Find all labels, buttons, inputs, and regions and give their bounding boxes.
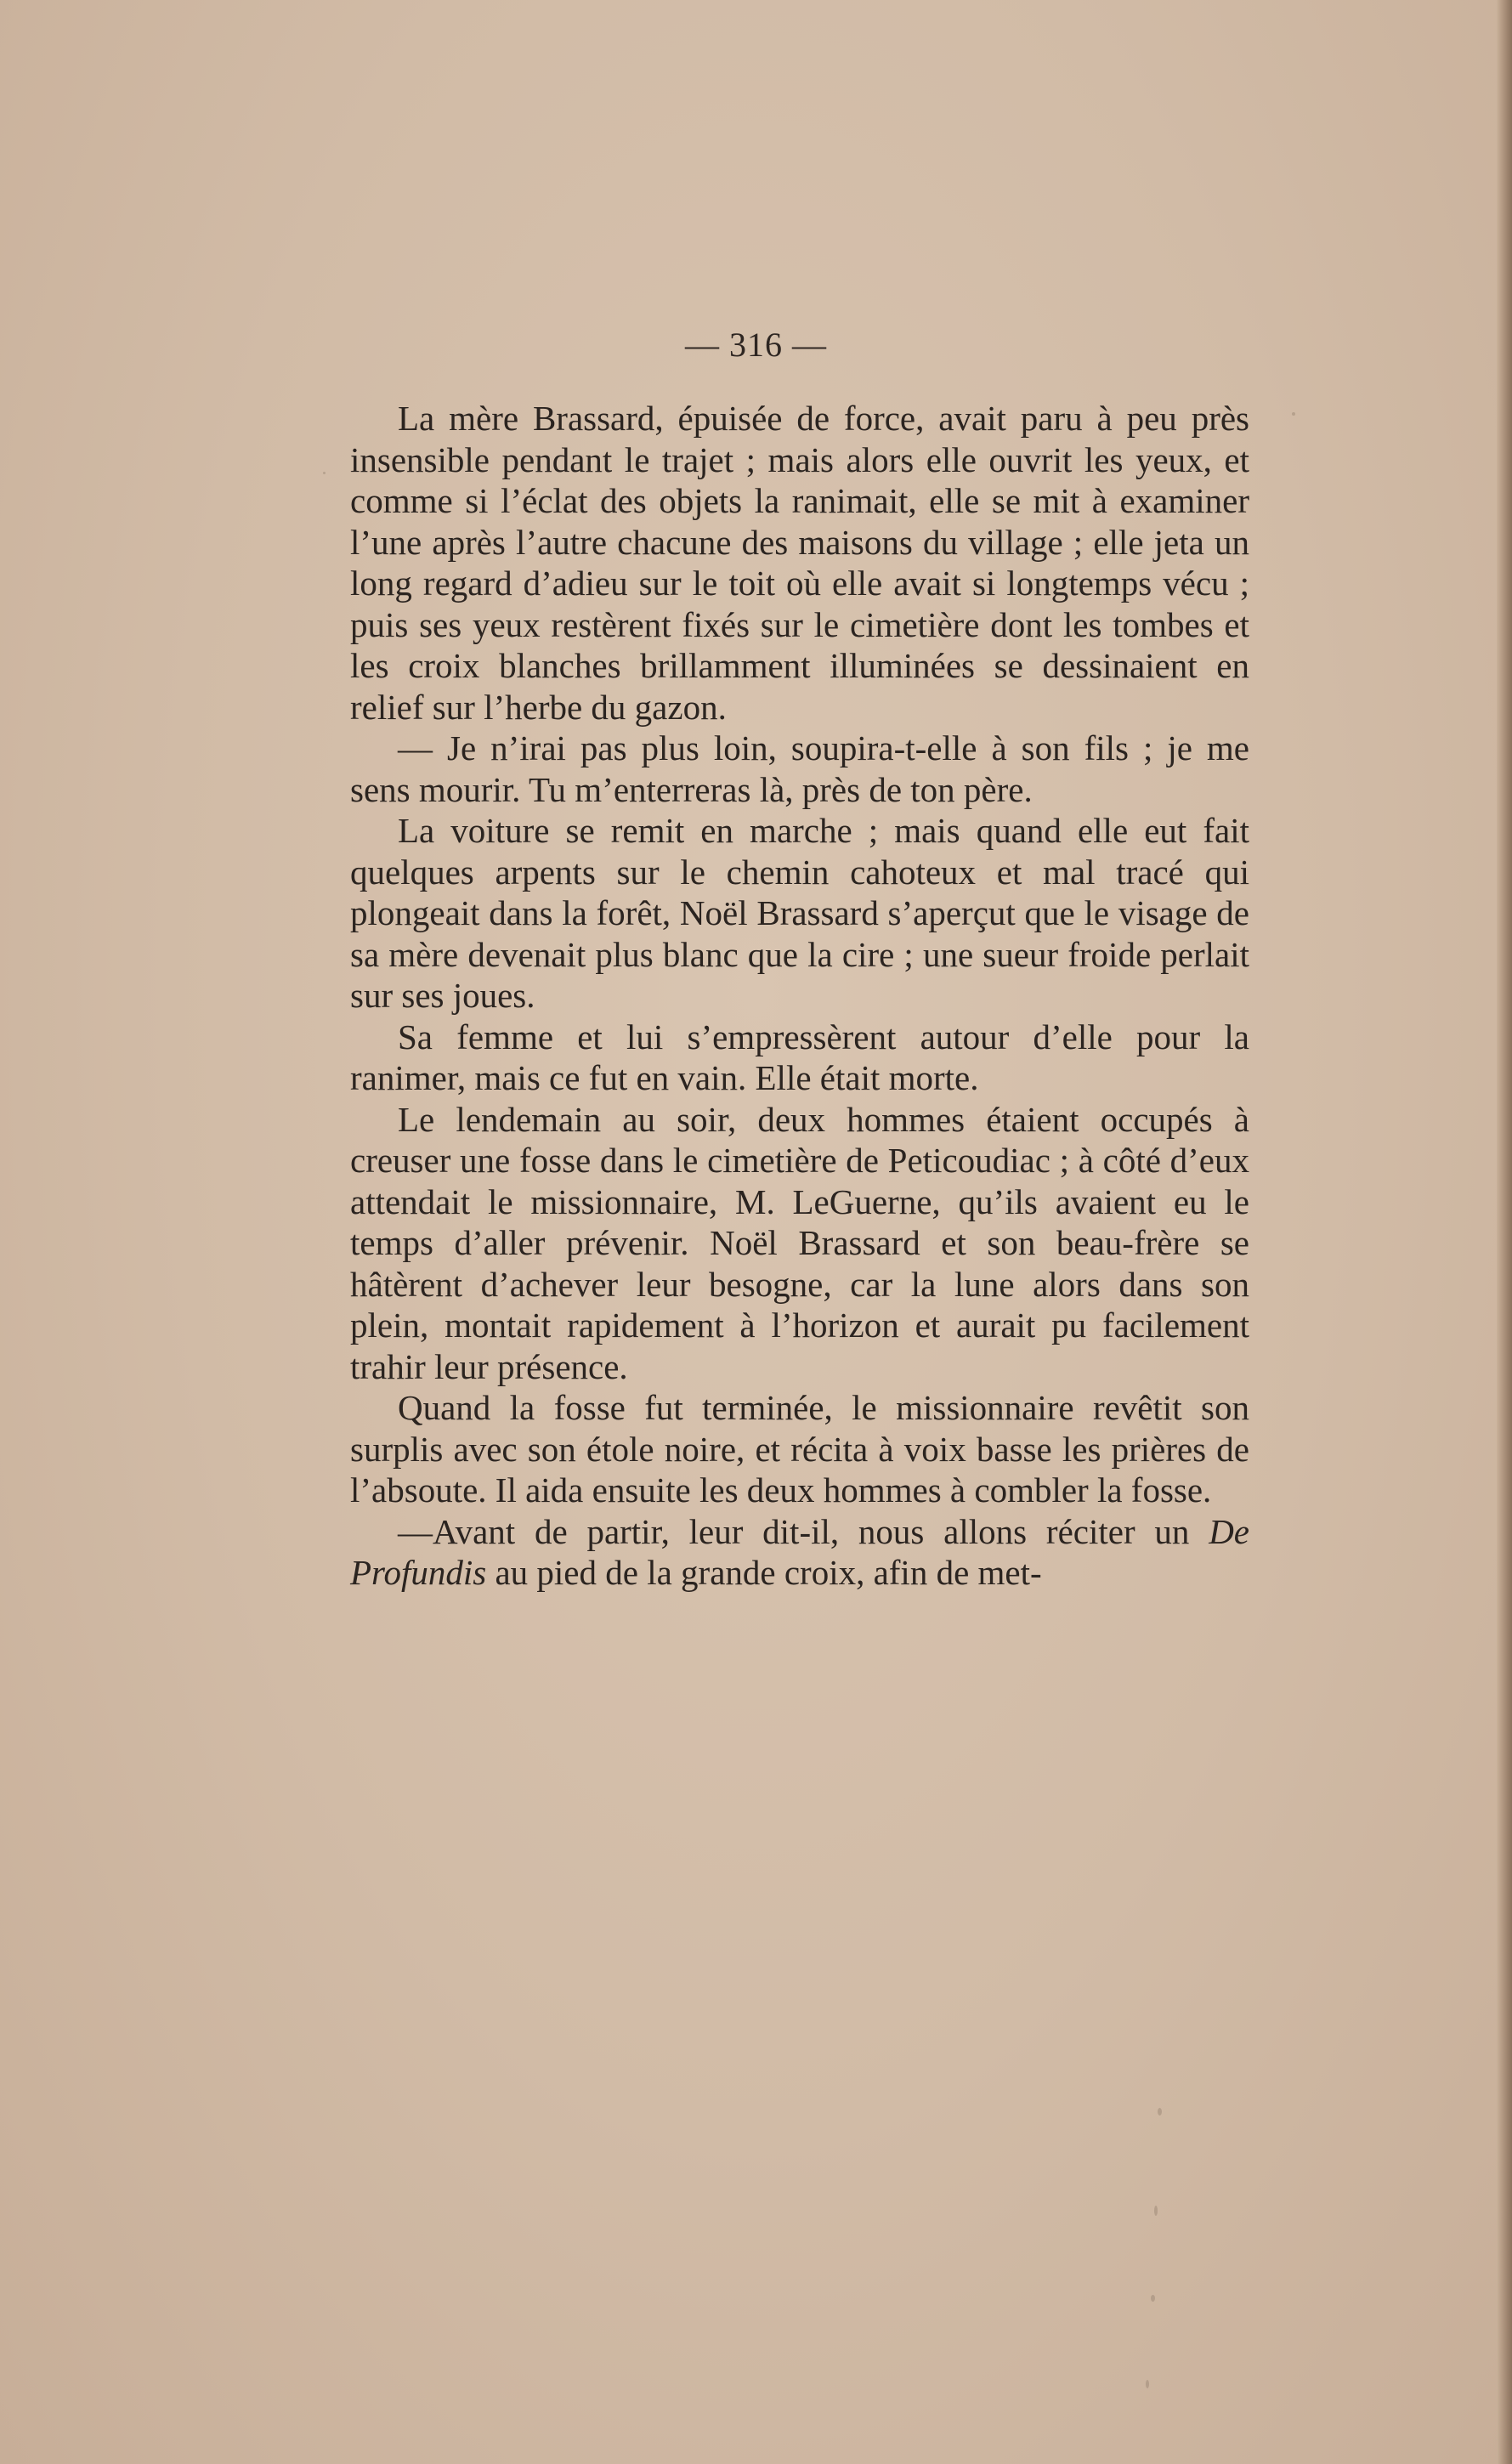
paper-speck [1151, 2295, 1155, 2302]
paragraph-text: —Avant de partir, leur dit-il, nous allons réciter un [398, 1511, 1209, 1551]
paper-speck [323, 472, 326, 474]
paragraph: Sa femme et lui s’empressèrent autour d’elle pour la ranimer, mais ce fut en vain. Elle était morte. [350, 1017, 1249, 1097]
paragraph: La mère Brassard, épuisée de force, avait paru à peu près insensible pendant le trajet ; mais alors elle ouvrit les yeux, et comme si l’éclat des objets la ranimait, elle se mit à examiner l’une après l’autre chacune des maisons du village ; elle jeta un long regard d’adieu sur le toit où elle avait si longtemps vécu ; puis ses yeux restèrent fixés sur le cimetière dont les tombes et les croix blanches brillamment illuminées se dessinaient en relief sur l’herbe du gazon. [350, 399, 1249, 727]
paragraph: La voiture se remit en marche ; mais quand elle eut fait quelques arpents sur le chemin cahoteux et mal tracé qui plongeait dans la forêt, Noël Brassard s’aperçut que le visage de sa mère devenait plus blanc que la cire ; une sueur froide perlait sur ses joues. [350, 811, 1249, 1015]
paragraph: Quand la fosse fut terminée, le missionnaire revêtit son surplis avec son étole noire, et récita à voix basse les prières de l’absoute. Il aida ensuite les deux hommes à combler la fosse. [350, 1388, 1249, 1510]
italic-title: De Profundis [350, 1511, 1249, 1592]
paragraph: Le lendemain au soir, deux hommes étaient occupés à creuser une fosse dans le cimetière de Peticoudiac ; à côté d’eux attendait le missionnaire, M. LeGuerne, qu’ils avaient eu le temps d’aller prévenir. Noël Brassard et son beau-frère se hâtèrent d’achever leur besogne, car la lune alors dans son plein, montait rapidement à l’horizon et aurait pu facilement trahir leur présence. [350, 1099, 1249, 1386]
paragraph: — Je n’irai pas plus loin, soupira-t-elle à son fils ; je me sens mourir. Tu m’enterreras là, près de ton père. [350, 728, 1249, 809]
page-edge [1497, 0, 1512, 2464]
page-number: — 316 — [685, 326, 827, 364]
paragraph [350, 1511, 1249, 1594]
paper-speck [1154, 2206, 1158, 2216]
paper-speck [1146, 2380, 1149, 2388]
paper-speck [1158, 2108, 1162, 2116]
body-text [350, 398, 1249, 1594]
paper-speck [1292, 412, 1295, 416]
paragraph-text: au pied de la grande croix, afin de met- [486, 1553, 1042, 1592]
